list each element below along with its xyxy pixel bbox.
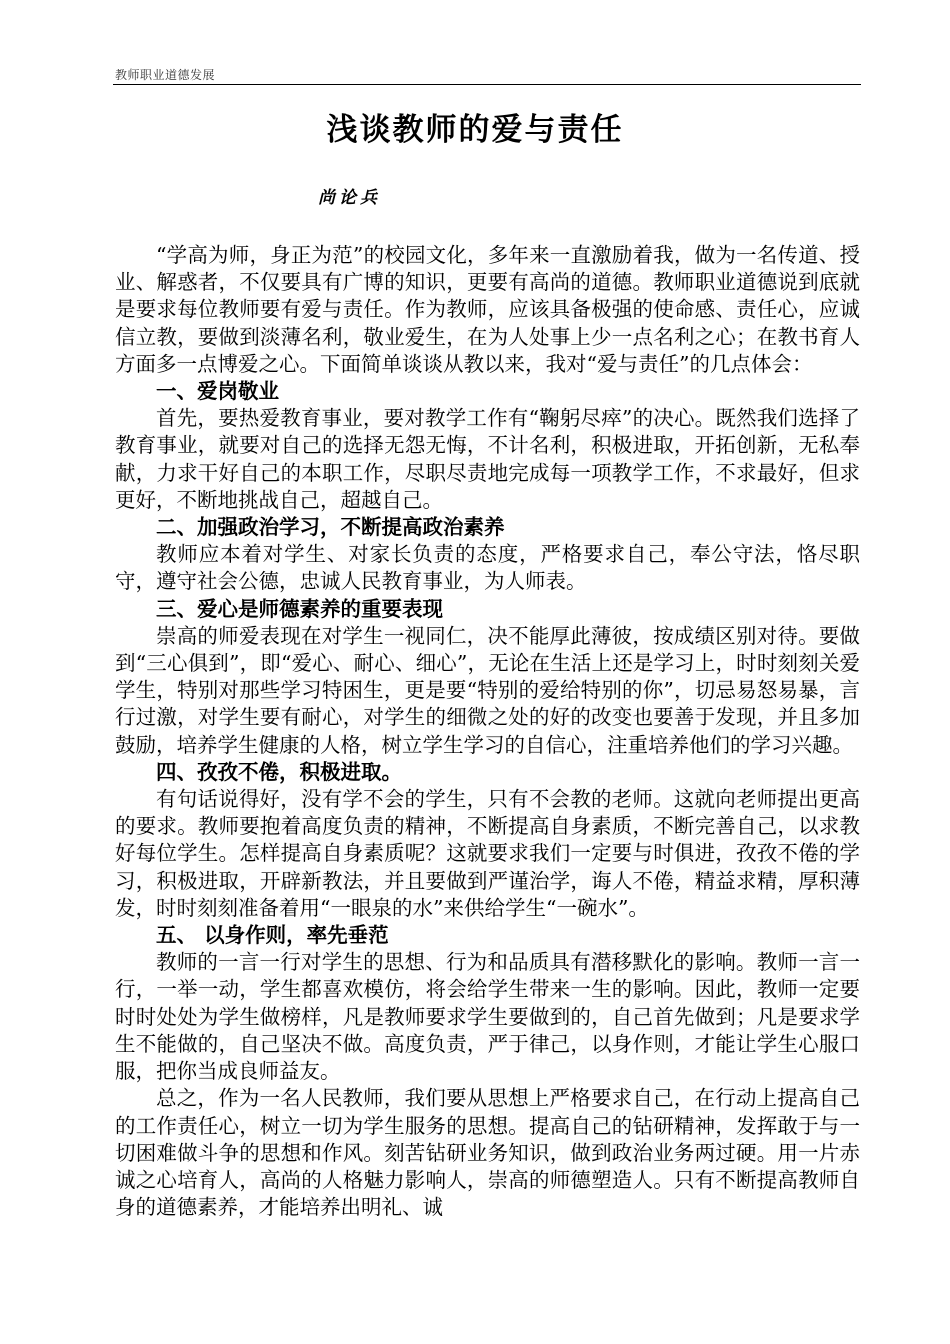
article-title: 浅谈教师的爱与责任: [326, 112, 624, 148]
section-paragraph: 首先，要热爱教育事业，要对教学工作有“鞠躬尽瘁”的决心。既然我们选择了教育事业，就要对自己的选择无怨无悔，不计名利，积极进取，开拓创新，无私奉献，力求干好自己的本职工作，尽职尽责地完成每一项教学工作，不求最好，但求更好，不断地挑战自己，超越自己。: [115, 406, 860, 512]
section-heading: 五、 以身作则，率先垂范: [156, 923, 389, 948]
conclusion-paragraph: 总之，作为一名人民教师，我们要从思想上严格要求自己，在行动上提高自己的工作责任心，树立一切为学生服务的思想。提高自己的钻研精神，发挥敢于与一切困难做斗争的思想和作风。刻苦钻研业务知识，做到政治业务两过硬。用一片赤诚之心培育人，高尚的人格魅力影响人，崇高的师德塑造人。只有不断提高教师自身的道德素养，才能培养出明礼、诚: [115, 1086, 860, 1220]
section-paragraph: 教师的一言一行对学生的思想、行为和品质具有潜移默化的影响。教师一言一行，一举一动，学生都喜欢模仿，将会给学生带来一生的影响。因此，教师一定要时时处处为学生做榜样，凡是教师要求学生要做到的，自己首先做到；凡是要求学生不能做的，自己坚决不做。高度负责，严于律己，以身作则，才能让学生心服口服，把你当成良师益友。: [115, 950, 860, 1084]
running-header: 教师职业道德发展: [115, 68, 216, 82]
section-paragraph: 有句话说得好，没有学不会的学生，只有不会教的老师。这就向老师提出更高的要求。教师要抱着高度负责的精神，不断提高自身素质，不断完善自己，以求教好每位学生。怎样提高自身素质呢？这就要求我们一定要与时俱进，孜孜不倦的学习，积极进取，开辟新教法，并且要做到严谨治学，诲人不倦，精益求精，厚积薄发，时时刻刻准备着用“一眼泉的水”来供给学生“一碗水”。: [115, 787, 860, 920]
section-paragraph: 教师应本着对学生、对家长负责的态度，严格要求自己，奉公守法，恪尽职守，遵守社会公德，忠诚人民教育事业，为人师表。: [115, 542, 860, 594]
section-heading: 一、爱岗敬业: [156, 379, 279, 404]
intro-paragraph: “学高为师，身正为范”的校园文化，多年来一直激励着我，做为一名传道、授业、解惑者，不仅要具有广博的知识，更要有高尚的道德。教师职业道德说到底就是要求每位教师要有爱与责任。作为教师，应该具备极强的使命感、责任心，应诚信立教，要做到淡薄名利，敬业爱生，在为人处事上少一点名利之心；在教书育人方面多一点博爱之心。下面简单谈谈从教以来，我对“爱与责任”的几点体会：: [115, 243, 860, 376]
section-heading: 二、加强政治学习，不断提高政治素养: [156, 515, 505, 540]
section-heading: 四、孜孜不倦，积极进取。: [156, 759, 402, 784]
article-body: [115, 242, 860, 1221]
section-paragraph: 崇高的师爱表现在对学生一视同仁，决不能厚此薄彼，按成绩区别对待。要做到“三心俱到”，即“爱心、耐心、细心”，无论在生活上还是学习上，时时刻刻关爱学生，特别对那些学习特困生，更是要“特别的爱给特别的你”，切忌易怒易暴，言行过激，对学生要有耐心，对学生的细微之处的好的改变也要善于发现，并且多加鼓励，培养学生健康的人格，树立学生学习的自信心，注重培养他们的学习兴趣。: [115, 623, 860, 757]
section-heading: 三、爱心是师德素养的重要表现: [156, 596, 443, 621]
header-divider: [113, 84, 861, 85]
author-name: 尚论兵: [318, 188, 381, 208]
